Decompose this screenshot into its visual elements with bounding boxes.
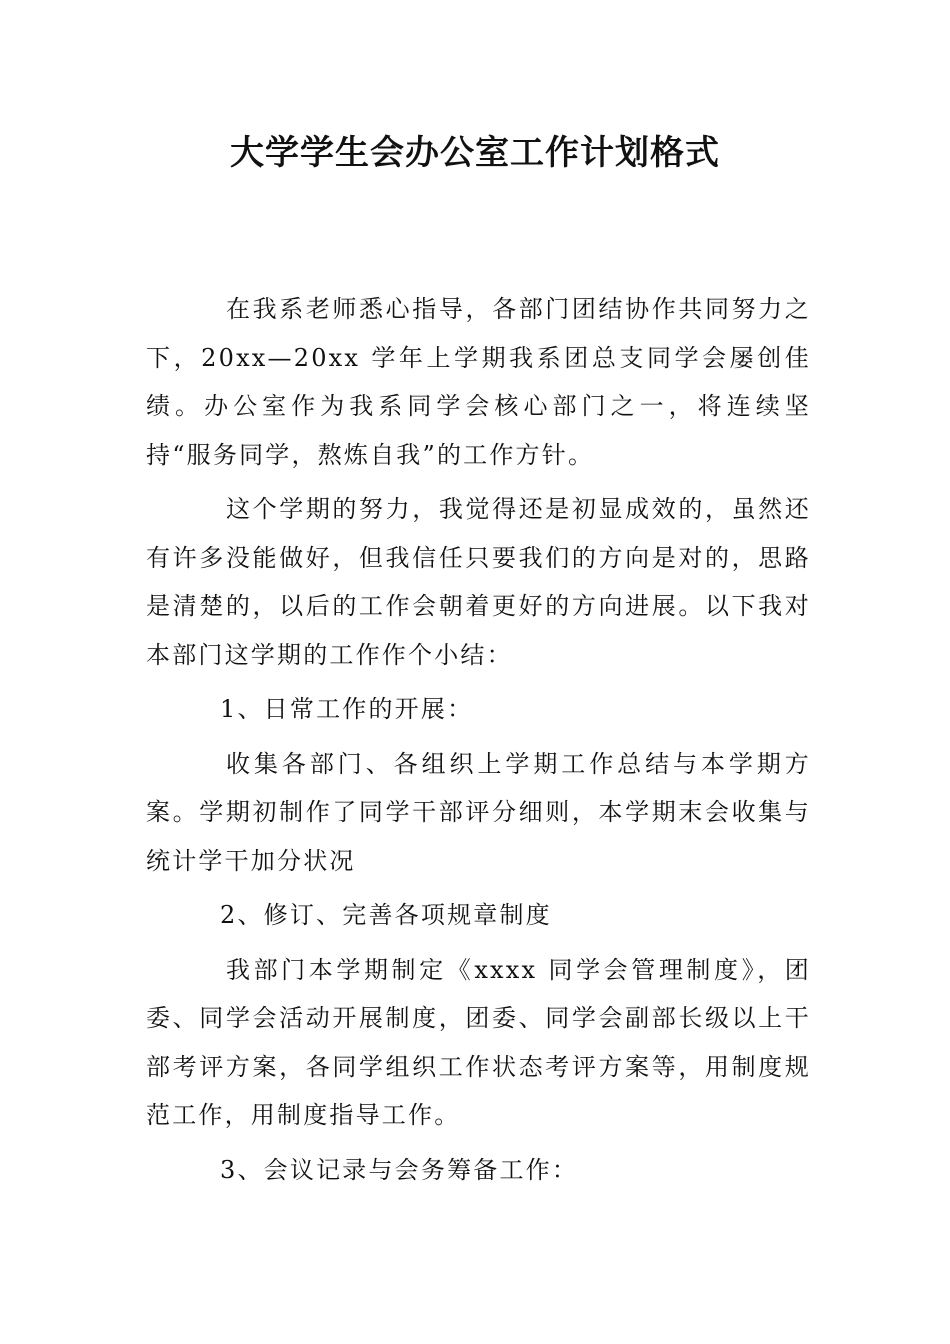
section-heading-daily-work: 1、日常工作的开展： <box>220 695 474 723</box>
section-heading-meetings: 3、会议记录与会务筹备工作： <box>220 1155 579 1184</box>
paragraph-regulations: 我部门本学期制定《xxxx 同学会管理制度》，团委、同学会活动开展制度，团委、同学会副部长级以上干部考评方案，各同学组织工作状态考评方案等，用制度规范工作，用制度指导工作。 <box>146 955 811 1129</box>
document-body <box>146 285 811 1194</box>
paragraph-summary: 这个学期的努力，我觉得还是初显成效的，虽然还有许多没能做好，但我信任只要我们的方向是对的，思路是清楚的，以后的工作会朝着更好的方向进展。以下我对本部门这学期的工作作个小结： <box>146 495 811 669</box>
paragraph-daily-work: 收集各部门、各组织上学期工作总结与本学期方案。学期初制作了同学干部评分细则，本学期末会收集与统计学干加分状况 <box>146 749 811 875</box>
section-heading-regulations: 2、修订、完善各项规章制度 <box>220 901 552 929</box>
paragraph-intro: 在我系老师悉心指导，各部门团结协作共同努力之下，20xx—20xx 学年上学期我系团总支同学会屡创佳绩。办公室作为我系同学会核心部门之一，将连续坚持“服务同学，熬炼自我”的工作方针。 <box>146 295 811 469</box>
document-title: 大学学生会办公室工作计划格式 <box>230 133 720 173</box>
